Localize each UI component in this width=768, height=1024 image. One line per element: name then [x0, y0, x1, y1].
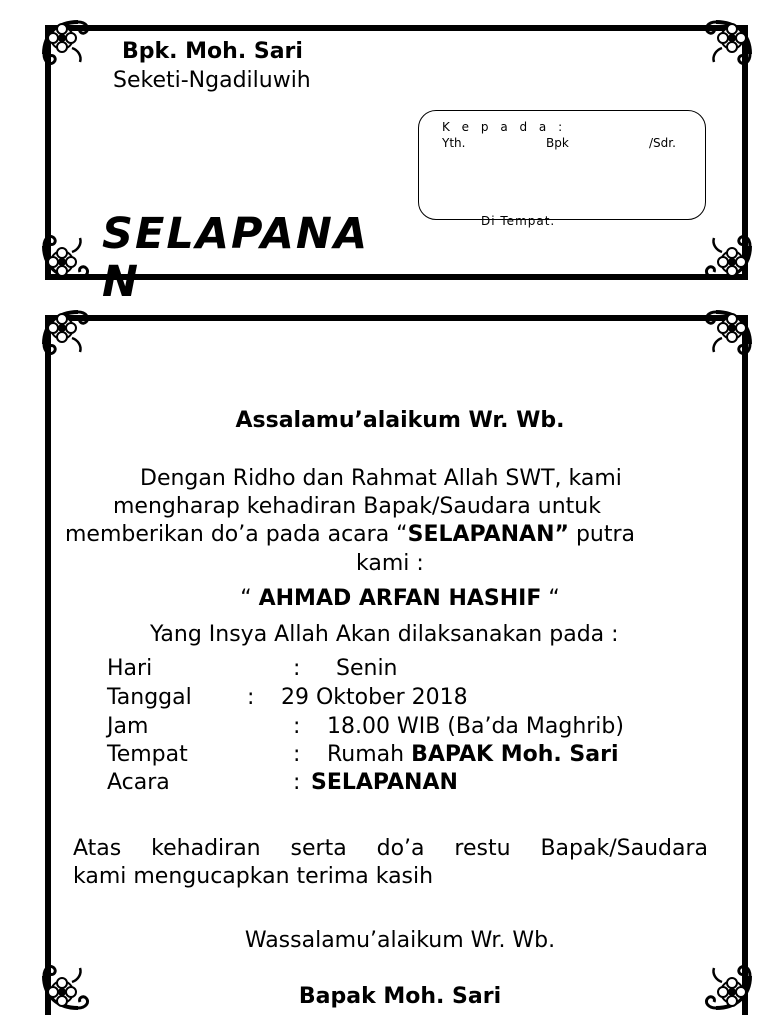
detail-value-text: Rumah: [327, 742, 412, 767]
greeting: Assalamu’alaikum Wr. Wb.: [235, 408, 565, 433]
paragraph-text: putra: [568, 522, 636, 547]
place-label: Di Tempat.: [481, 214, 556, 228]
quote-close: “: [541, 586, 560, 611]
detail-colon: :: [293, 656, 301, 681]
detail-value-hari: Senin: [336, 656, 398, 681]
detail-value-tanggal: 29 Oktober 2018: [281, 685, 468, 710]
detail-colon: :: [293, 714, 301, 739]
detail-label-tempat: Tempat: [107, 742, 188, 767]
flower-ornament-icon: [700, 14, 756, 70]
closing-line: kami mengucapkan terima kasih: [73, 864, 434, 889]
detail-label-acara: Acara: [107, 770, 170, 795]
bpk-label: Bpk: [546, 136, 569, 150]
yth-label: Yth.: [442, 136, 466, 150]
event-name-inline: SELAPANAN”: [407, 522, 569, 547]
paragraph-line: [65, 522, 635, 547]
child-name: AHMAD ARFAN HASHIF: [258, 586, 542, 611]
detail-colon: :: [293, 742, 301, 767]
paragraph-text: memberikan do’a pada acara “: [65, 522, 408, 547]
paragraph-line: Dengan Ridho dan Rahmat Allah SWT, kami: [140, 466, 622, 491]
flower-ornament-icon: [38, 230, 94, 286]
detail-value-tempat: [327, 742, 619, 767]
paragraph-line: mengharap kehadiran Bapak/Saudara untuk: [113, 494, 601, 519]
paragraph-line: kami :: [356, 551, 424, 576]
closing-line: Atas kehadiran serta do’a restu Bapak/Saudara: [73, 836, 708, 861]
detail-colon: :: [293, 770, 301, 795]
child-name-line: [50, 586, 750, 611]
detail-label-tanggal: Tanggal: [107, 685, 192, 710]
flower-ornament-icon: [700, 304, 756, 360]
detail-value-jam: 18.00 WIB (Ba’da Maghrib): [327, 714, 624, 739]
sender-address: Seketi-Ngadiluwih: [113, 68, 311, 93]
detail-colon: :: [247, 685, 255, 710]
quote-open: “: [240, 586, 259, 611]
signature: Bapak Moh. Sari: [298, 984, 502, 1009]
host-name: BAPAK Moh. Sari: [411, 742, 619, 767]
recipient-address-box: [418, 110, 706, 228]
schedule-intro: Yang Insya Allah Akan dilaksanakan pada :: [150, 622, 619, 647]
farewell: Wassalamu’alaikum Wr. Wb.: [244, 928, 556, 953]
flower-ornament-icon: [700, 230, 756, 286]
detail-label-hari: Hari: [107, 656, 153, 681]
flower-ornament-icon: [38, 304, 94, 360]
page-title: SELAPANAN: [102, 209, 370, 307]
flower-ornament-icon: [38, 14, 94, 70]
sdr-label: /Sdr.: [649, 136, 676, 150]
detail-label-jam: Jam: [107, 714, 149, 739]
to-label: K e p a d a :: [442, 120, 567, 134]
sender-name: Bpk. Moh. Sari: [122, 39, 303, 64]
detail-value-acara: SELAPANAN: [311, 770, 458, 795]
